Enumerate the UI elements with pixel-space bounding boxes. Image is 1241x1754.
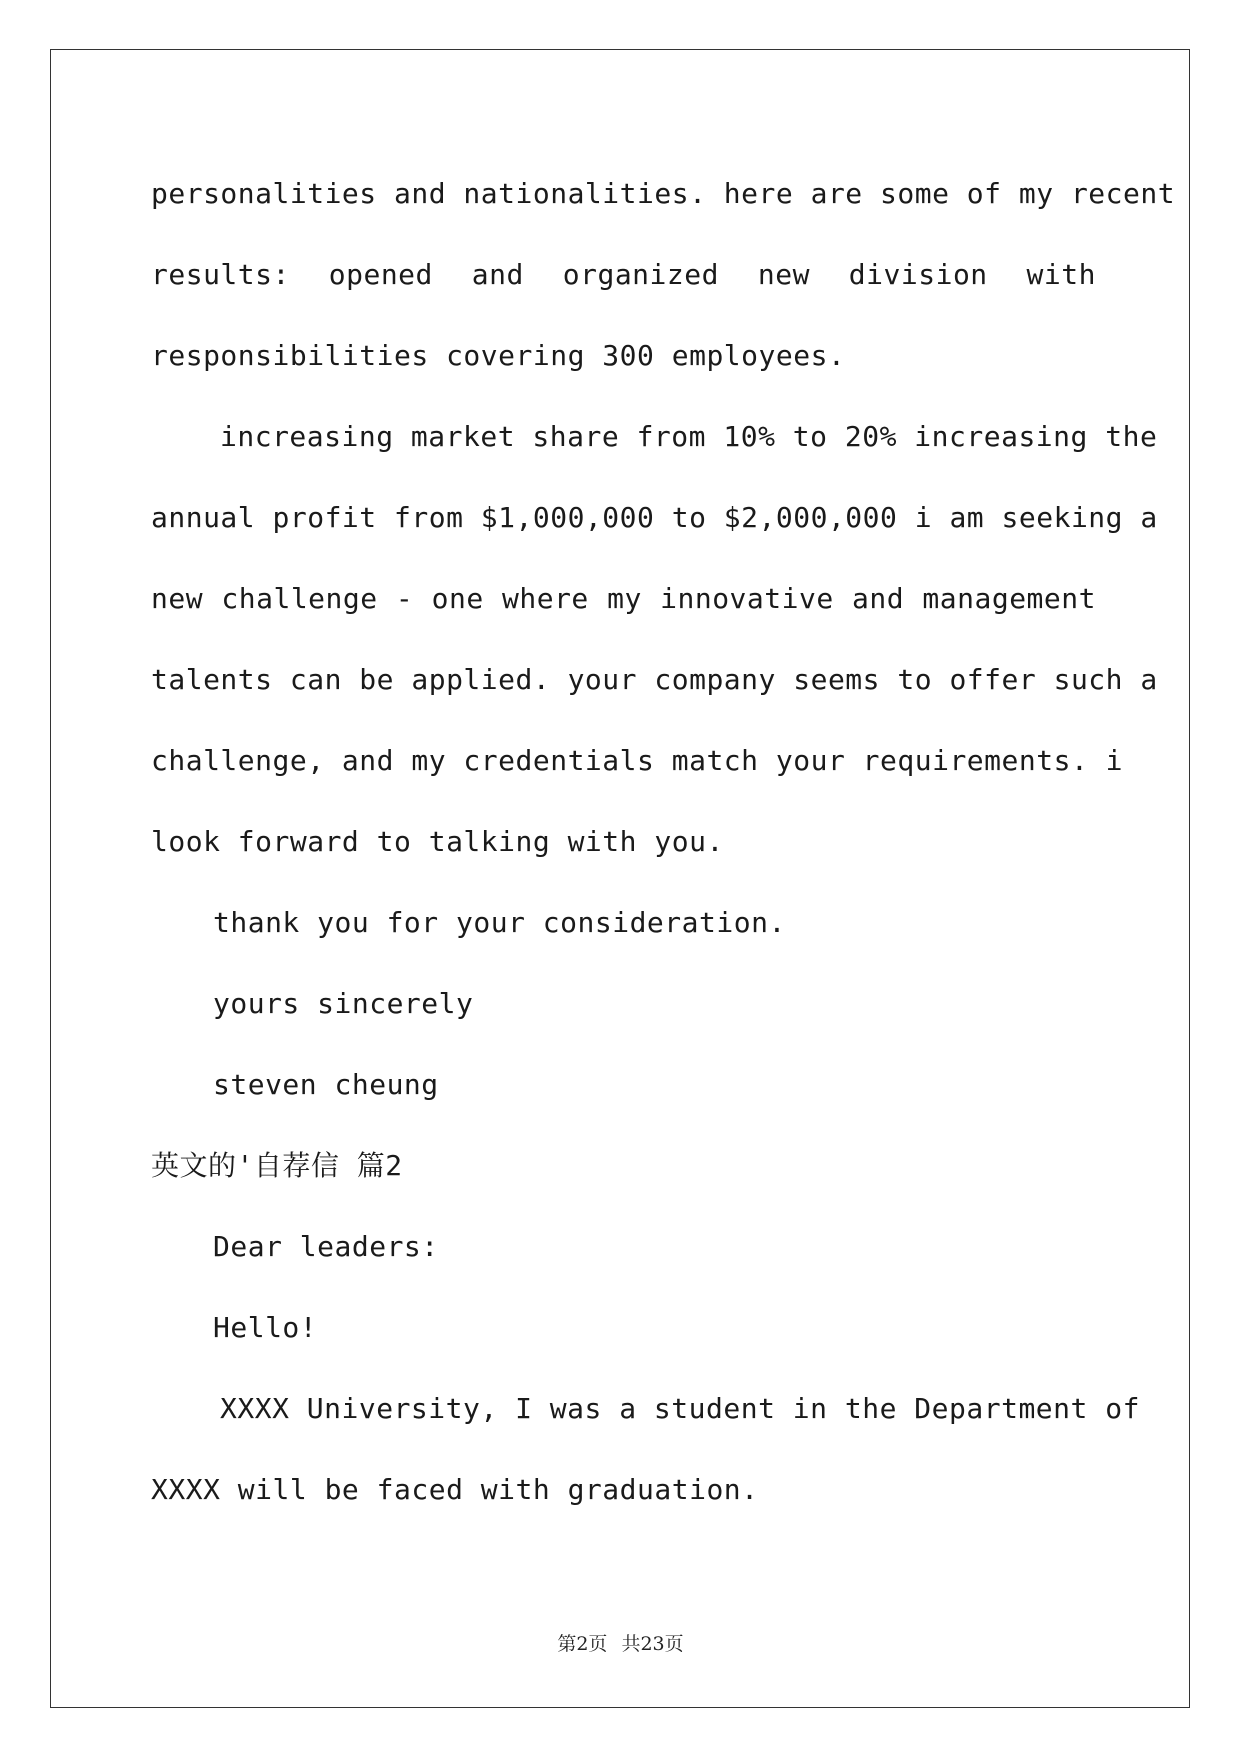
body-line: results: opened and organized new division with [151, 258, 1096, 291]
body-line: increasing market share from 10% to 20% increasing the [220, 420, 1158, 453]
page-border [50, 49, 1190, 1708]
page-number: 第2页 [557, 1633, 608, 1655]
page-footer [0, 1632, 1241, 1656]
section-heading: 英文的'自荐信 篇2 [151, 1149, 403, 1182]
body-line: XXXX University, I was a student in the Department of [220, 1392, 1140, 1425]
body-line: annual profit from $1,000,000 to $2,000,000 i am seeking a [151, 501, 1158, 534]
body-line: XXXX will be faced with graduation. [151, 1473, 759, 1506]
closing-salutation: yours sincerely [213, 987, 474, 1020]
body-line: responsibilities covering 300 employees. [151, 339, 846, 372]
body-line: challenge, and my credentials match your requirements. i [151, 744, 1124, 777]
greeting-hello: Hello! [213, 1311, 318, 1344]
signature-name: steven cheung [213, 1068, 439, 1101]
body-line: personalities and nationalities. here are some of my recent [151, 177, 1176, 210]
closing-line: thank you for your consideration. [213, 906, 786, 939]
body-line: look forward to talking with you. [151, 825, 724, 858]
greeting: Dear leaders: [213, 1230, 439, 1263]
page-total: 共23页 [621, 1633, 684, 1655]
body-line: new challenge - one where my innovative and management [151, 582, 1096, 615]
body-line: talents can be applied. your company seems to offer such a [151, 663, 1158, 696]
